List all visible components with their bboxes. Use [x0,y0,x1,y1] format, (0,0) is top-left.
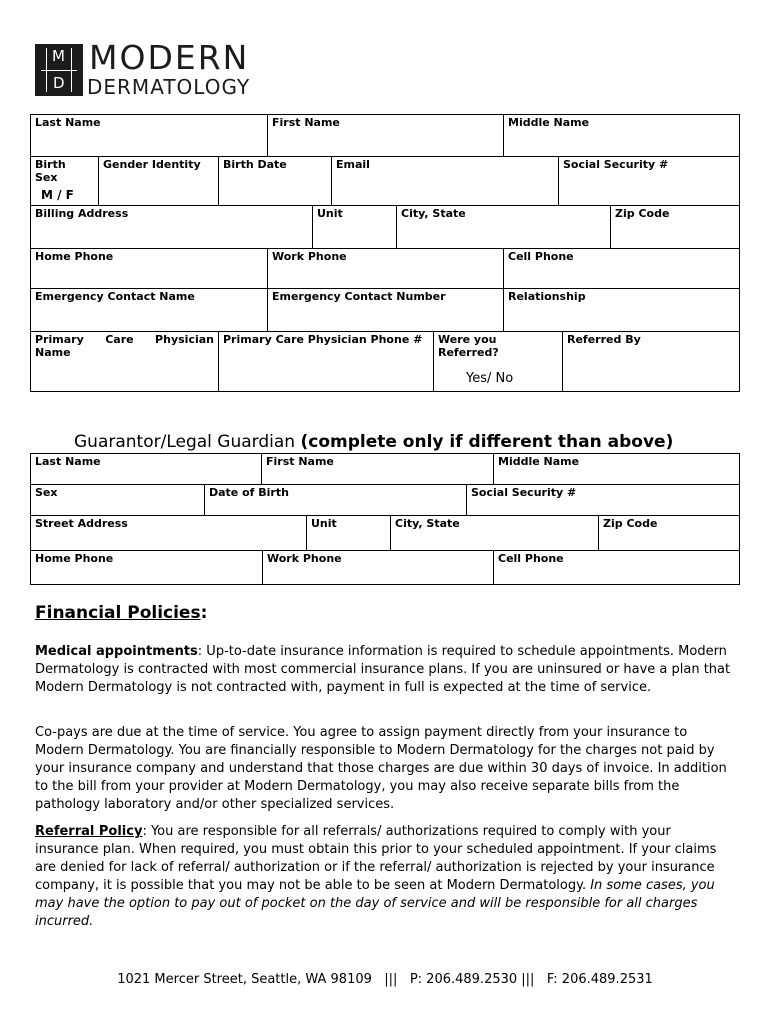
emergency-contact-name-label: Emergency Contact Name [35,290,195,303]
gender-identity-field[interactable] [99,157,219,206]
guardian-unit-field[interactable] [307,516,391,551]
last-name-label: Last Name [35,116,101,129]
logo-mark-bottom: D [53,74,65,92]
guardian-title-text: Guarantor/Legal Guardian [74,432,301,452]
guardian-zip-label: Zip Code [603,517,658,530]
pcp-name-field[interactable] [31,332,219,391]
logo-word-modern: MODERN [89,38,250,77]
emergency-contact-name-field[interactable] [31,289,268,332]
emergency-contact-number-field[interactable] [268,289,504,332]
guardian-last-name-field[interactable] [31,454,262,485]
guardian-sex-label: Sex [35,486,58,499]
footer-contact-info: 1021 Mercer Street, Seattle, WA 98109 ||| P: 206.489.2530 ||| F: 206.489.2531 [117,972,653,987]
relationship-field[interactable] [504,289,739,332]
emergency-contact-number-label: Emergency Contact Number [272,290,446,303]
referral-policy-note: In some cases, you may have the option to pay out of pocket on the day of service and will be responsible for all charges incurred. [35,878,715,929]
cell-phone-label: Cell Phone [508,250,574,263]
unit-label: Unit [317,207,343,220]
home-phone-label: Home Phone [35,250,114,263]
ssn-label: Social Security # [563,158,669,171]
logo-word-dermatology: DERMATOLOGY [87,75,251,99]
guardian-work-phone-field[interactable] [263,551,494,584]
guardian-ssn-label: Social Security # [471,486,577,499]
referral-policy-title: Referral Policy [35,824,143,839]
guardian-dob-label: Date of Birth [209,486,289,499]
guardian-ssn-field[interactable] [467,485,739,516]
birth-date-field[interactable] [219,157,332,206]
medical-appointments-paragraph [35,643,735,697]
guardian-home-phone-label: Home Phone [35,552,114,565]
guardian-dob-field[interactable] [205,485,467,516]
guardian-city-state-field[interactable] [391,516,599,551]
guardian-cell-phone-field[interactable] [494,551,739,584]
guardian-sex-field[interactable] [31,485,205,516]
guardian-first-name-field[interactable] [262,454,494,485]
guardian-first-name-label: First Name [266,455,334,468]
referred-yes-no-value[interactable]: Yes/ No [466,371,514,386]
financial-policies-heading [35,603,207,623]
medical-appointments-title: Medical appointments [35,644,198,659]
work-phone-label: Work Phone [272,250,347,263]
financial-policies-title: Financial Policies [35,603,201,623]
guardian-home-phone-field[interactable] [31,551,263,584]
referral-policy-text: : You are responsible for all referrals/ authorizations required to comply with your insurance plan. When required, you must obtain this prior to your scheduled appointment. If your claims are denied for lack of referral/ authorization or if the referral/ authorization is rejected by your insurance company, it is possible that you may not be able to be seen at Modern Dermatology. [35,824,717,893]
guardian-middle-name-field[interactable] [494,454,739,485]
guardian-middle-name-label: Middle Name [498,455,580,468]
guardian-street-label: Street Address [35,517,128,530]
guardian-cell-phone-label: Cell Phone [498,552,564,565]
cell-phone-field[interactable] [504,249,739,289]
logo-mark [35,44,83,96]
guardian-unit-label: Unit [311,517,337,530]
billing-address-label: Billing Address [35,207,129,220]
unit-field[interactable] [313,206,397,249]
birth-sex-value: M / F [41,188,74,202]
logo-mark-top: M [52,47,65,65]
work-phone-field[interactable] [268,249,504,289]
were-referred-label: Were you Referred? [438,333,499,359]
copays-text: Co-pays are due at the time of service. You agree to assign payment directly from your insurance to Modern Dermatology. You are financially responsible to Modern Dermatology for the charges not paid by your insurance company and understand that those charges are due within 30 days of invoice. In addition to the bill from your provider at Modern Dermatology, you may also receive separate bills from the pathology laboratory and/or other specialized services. [35,725,727,812]
company-logo [35,38,275,99]
birth-sex-field[interactable] [31,157,99,206]
email-field[interactable] [332,157,559,206]
first-name-field[interactable] [268,115,504,157]
birth-date-label: Birth Date [223,158,287,171]
relationship-label: Relationship [508,290,586,303]
referred-by-label: Referred By [567,333,641,346]
guardian-title-note: (complete only if different than above) [300,432,674,452]
gender-identity-label: Gender Identity [103,158,201,171]
billing-address-field[interactable] [31,206,313,249]
home-phone-field[interactable] [31,249,268,289]
pcp-name-label: Primary Care Physician Name [35,333,214,359]
guardian-work-phone-label: Work Phone [267,552,342,565]
guardian-street-field[interactable] [31,516,307,551]
last-name-field[interactable] [31,115,268,157]
guardian-last-name-label: Last Name [35,455,101,468]
ssn-field[interactable] [559,157,739,206]
zip-code-field[interactable] [611,206,739,249]
city-state-label: City, State [401,207,466,220]
guardian-section-title [74,432,673,452]
birth-sex-label: Birth Sex [35,158,66,184]
guardian-info-form [30,453,740,585]
pcp-phone-field[interactable] [219,332,434,391]
zip-code-label: Zip Code [615,207,670,220]
copays-paragraph [35,724,735,814]
middle-name-field[interactable] [504,115,739,157]
middle-name-label: Middle Name [508,116,590,129]
financial-policies-colon: : [200,603,208,623]
patient-info-form [30,114,740,392]
referral-policy-paragraph [35,823,735,931]
referred-by-field[interactable] [563,332,739,391]
guardian-zip-field[interactable] [599,516,739,551]
first-name-label: First Name [272,116,340,129]
guardian-city-state-label: City, State [395,517,460,530]
city-state-field[interactable] [397,206,611,249]
medical-appointments-text: : Up-to-date insurance information is required to schedule appointments. Modern Dermatology is contracted with most commercial insurance plans. If you are uninsured or have a plan that Modern Dermatology is not contracted with, payment in full is expected at the time of service. [35,644,731,695]
pcp-phone-label: Primary Care Physician Phone # [223,333,423,346]
were-referred-field[interactable] [434,332,563,391]
email-label: Email [336,158,370,171]
